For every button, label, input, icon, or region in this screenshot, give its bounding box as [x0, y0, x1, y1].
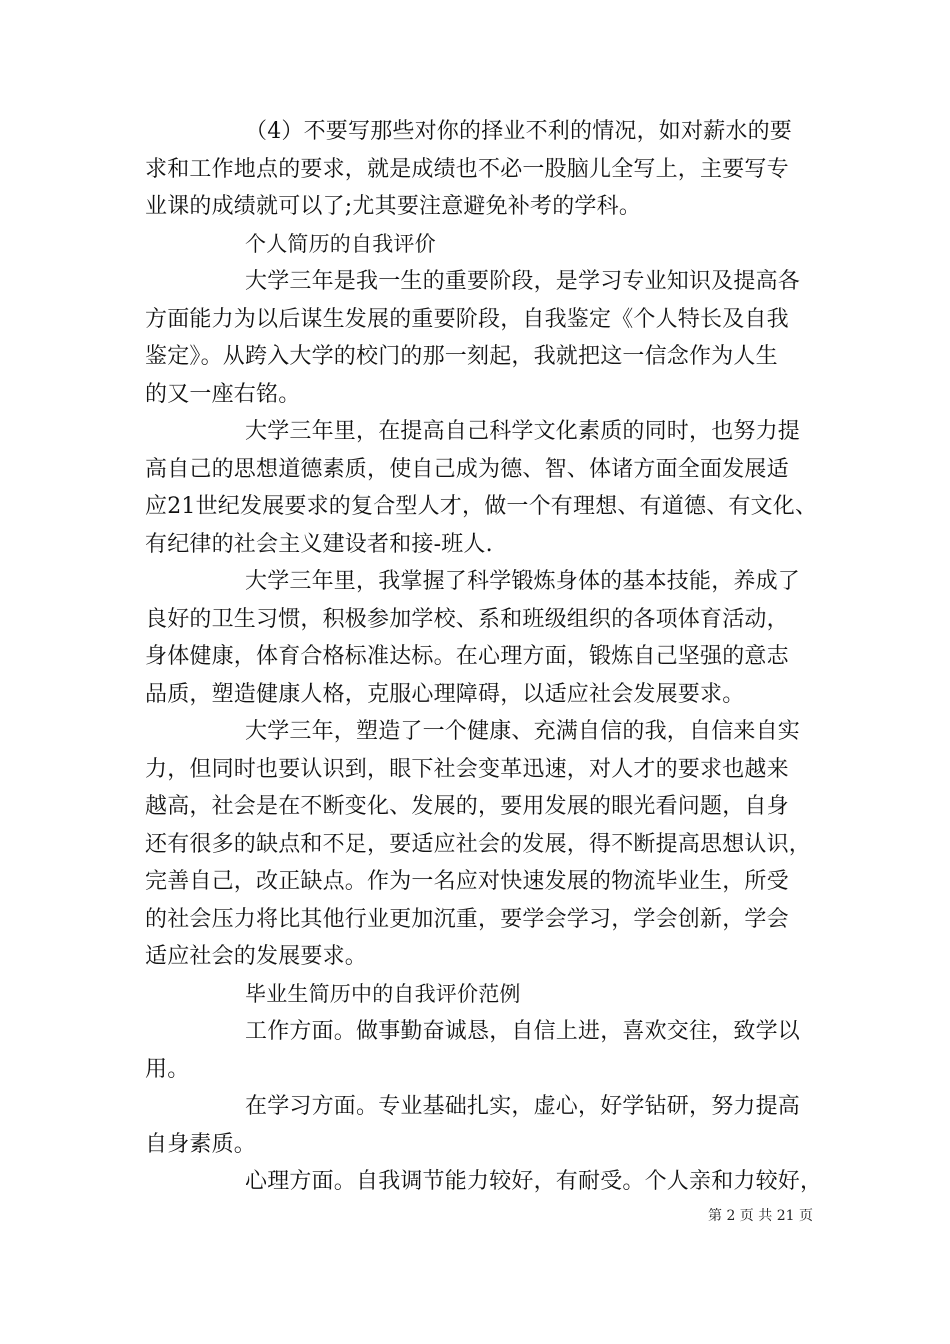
section-heading: 毕业生简历中的自我评价范例 [245, 981, 521, 1006]
paragraph-line: 工作方面。做事勤奋诚恳，自信上进，喜欢交往，致学以 [245, 1019, 801, 1044]
paragraph-line: 自身素质。 [145, 1131, 257, 1157]
paragraph-line: （4）不要写那些对你的择业不利的情况，如对薪水的要 [245, 119, 792, 144]
paragraph-line: 品质，塑造健康人格，克服心理障碍，以适应社会发展要求。 [145, 681, 745, 707]
paragraph-line: 心理方面。自我调节能力较好，有耐受。个人亲和力较好， [245, 1169, 823, 1194]
page-number-footer: 第 2 页 共 21 页 [708, 1208, 813, 1224]
paragraph-line: 有纪律的社会主义建设者和接-班人. [145, 531, 493, 557]
paragraph-line: 求和工作地点的要求，就是成绩也不必一股脑儿全写上，主要写专 [145, 156, 789, 182]
paragraph-line: 还有很多的缺点和不足，要适应社会的发展，得不断提高思想认识， [145, 831, 812, 857]
paragraph-line: 大学三年是我一生的重要阶段，是学习专业知识及提高各 [245, 269, 801, 294]
paragraph-line: 方面能力为以后谋生发展的重要阶段，自我鉴定《个人特长及自我 [145, 306, 789, 332]
paragraph-line: 应21世纪发展要求的复合型人才，做一个有理想、有道德、有文化、 [145, 494, 818, 519]
paragraph-line: 大学三年里，在提高自己科学文化素质的同时，也努力提 [245, 419, 801, 444]
document-body [145, 113, 825, 1201]
paragraph-line: 身体健康，体育合格标准达标。在心理方面，锻炼自己坚强的意志 [145, 644, 789, 669]
paragraph-line: 适应社会的发展要求。 [145, 944, 368, 969]
paragraph-line: 用。 [145, 1056, 190, 1082]
paragraph-line: 完善自己，改正缺点。作为一名应对快速发展的物流毕业生，所受 [145, 869, 789, 894]
paragraph-line: 高自己的思想道德素质，使自己成为德、智、体诸方面全面发展适 [145, 456, 789, 482]
section-heading: 个人简历的自我评价 [245, 231, 436, 256]
paragraph-line: 力，但同时也要认识到，眼下社会变革迅速，对人才的要求也越来 [145, 756, 789, 782]
paragraph-line: 的社会压力将比其他行业更加沉重，要学会学习，学会创新，学会 [145, 906, 789, 932]
paragraph-line: 业课的成绩就可以了;尤其要注意避免补考的学科。 [145, 194, 642, 219]
paragraph-line: 大学三年里，我掌握了科学锻炼身体的基本技能，养成了 [245, 569, 801, 594]
paragraph-line: 越高，社会是在不断变化、发展的，要用发展的眼光看问题，自身 [145, 794, 789, 819]
paragraph-line: 大学三年，塑造了一个健康、充满自信的我，自信来自实 [245, 719, 801, 744]
paragraph-line: 鉴定》。从跨入大学的校门的那一刻起，我就把这一信念作为人生 [145, 344, 778, 369]
paragraph-line: 的又一座右铭。 [145, 381, 301, 407]
paragraph-line: 在学习方面。专业基础扎实，虚心，好学钻研，努力提高 [245, 1094, 801, 1119]
paragraph-line: 良好的卫生习惯，积极参加学校、系和班级组织的各项体育活动， [145, 606, 789, 632]
